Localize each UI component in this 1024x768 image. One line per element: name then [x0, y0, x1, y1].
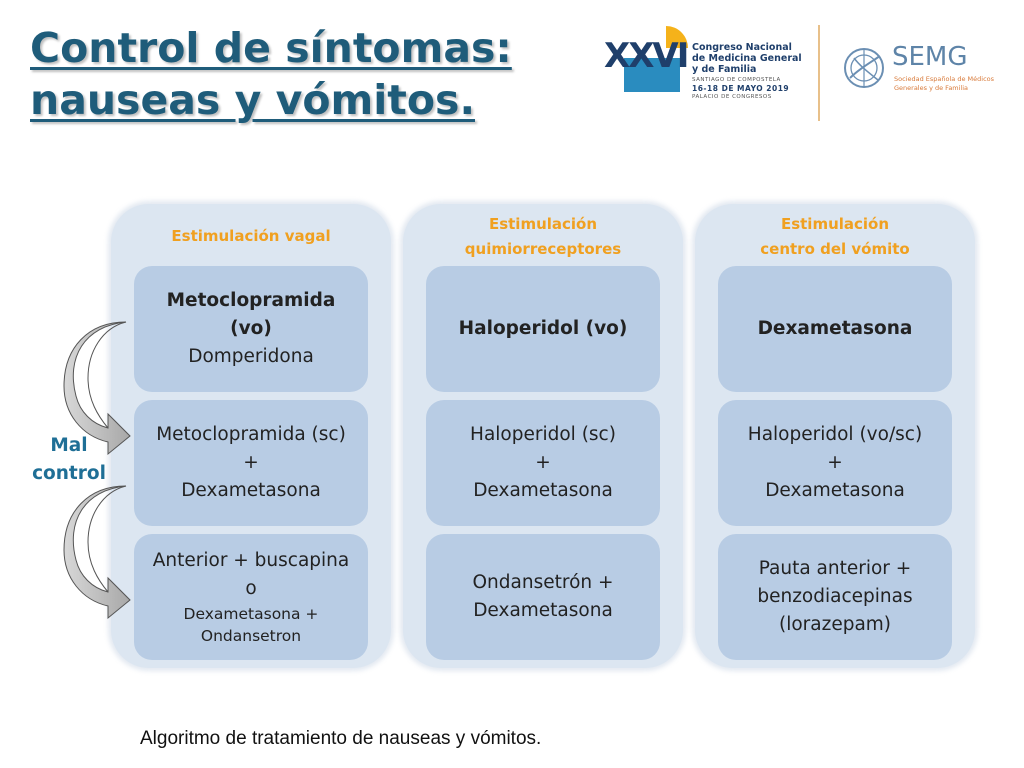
semg-subtitle-1: Sociedad Española de Médicos	[894, 75, 995, 83]
figure-caption: Algoritmo de tratamiento de nauseas y vómitos.	[140, 728, 542, 749]
congreso-line-2: de Medicina General	[692, 53, 802, 64]
column-estimulacion-centro-del-vomito	[695, 204, 975, 668]
treatment-line: Dexametasona +	[183, 605, 319, 623]
treatment-line: +	[243, 452, 259, 473]
treatment-line: Dexametasona	[765, 480, 905, 501]
treatment-line: Domperidona	[188, 346, 314, 367]
column-header-line: quimiorreceptores	[464, 240, 622, 258]
treatment-line: o	[245, 578, 257, 599]
treatment-line: Metoclopramida (sc)	[156, 424, 346, 445]
mal-control-line-2: control	[32, 463, 106, 484]
mal-control-line-1: Mal	[50, 435, 88, 456]
curved-arrow-icon	[62, 482, 132, 622]
column-estimulacion-vagal	[111, 204, 391, 668]
mal-control-label	[28, 432, 110, 488]
treatment-box	[426, 266, 660, 392]
treatment-line: (lorazepam)	[778, 614, 892, 635]
column-header-line: Estimulación	[780, 215, 890, 233]
logo-divider	[818, 25, 820, 121]
treatment-line: Haloperidol (vo/sc)	[747, 424, 923, 445]
treatment-line: Anterior + buscapina	[152, 550, 350, 571]
title-line-2: nauseas y vómitos.	[30, 76, 476, 124]
semg-emblem-icon	[840, 44, 888, 92]
treatment-line: Haloperidol (sc)	[470, 424, 616, 445]
column-header	[111, 212, 391, 249]
column-header-line: centro del vómito	[760, 240, 910, 258]
column-header	[403, 212, 683, 262]
congreso-line-3: y de Familia	[692, 64, 757, 75]
congreso-numeral: XXVI	[604, 36, 688, 76]
treatment-line: Dexametasona	[181, 480, 321, 501]
congreso-dates: 16-18 DE MAYO 2019	[692, 84, 790, 93]
semg-name: SEMG	[892, 42, 968, 72]
treatment-line: Dexametasona	[473, 600, 613, 621]
treatment-line: (vo)	[230, 318, 272, 339]
treatment-line: Ondansetron	[200, 627, 302, 645]
treatment-box	[718, 400, 952, 526]
treatment-line: Dexametasona	[473, 480, 613, 501]
semg-logo	[840, 42, 995, 96]
treatment-box	[426, 400, 660, 526]
congreso-logo	[604, 22, 804, 100]
treatment-line: +	[827, 452, 843, 473]
congreso-city: SANTIAGO DE COMPOSTELA	[692, 77, 781, 83]
treatment-box	[718, 266, 952, 392]
treatment-line: Dexametasona	[757, 318, 913, 339]
treatment-box	[718, 534, 952, 660]
treatment-line: +	[535, 452, 551, 473]
treatment-box	[426, 534, 660, 660]
semg-subtitle-2: Generales y de Familia	[894, 84, 969, 92]
page-title	[30, 22, 590, 126]
column-header-line: Estimulación	[488, 215, 598, 233]
treatment-line: Ondansetrón +	[472, 572, 614, 593]
column-estimulacion-quimiorreceptores	[403, 204, 683, 668]
congreso-venue: PALACIO DE CONGRESOS	[692, 94, 772, 100]
title-line-1: Control de síntomas:	[30, 24, 512, 72]
treatment-line: Metoclopramida	[166, 290, 336, 311]
treatment-line: Haloperidol (vo)	[458, 318, 628, 339]
treatment-box	[134, 400, 368, 526]
treatment-line: Pauta anterior +	[758, 558, 912, 579]
column-header	[695, 212, 975, 262]
congreso-line-1: Congreso Nacional	[692, 42, 792, 53]
treatment-box	[134, 534, 368, 660]
treatment-line: benzodiacepinas	[757, 586, 913, 607]
column-header-line: Estimulación vagal	[171, 227, 331, 245]
treatment-box	[134, 266, 368, 392]
